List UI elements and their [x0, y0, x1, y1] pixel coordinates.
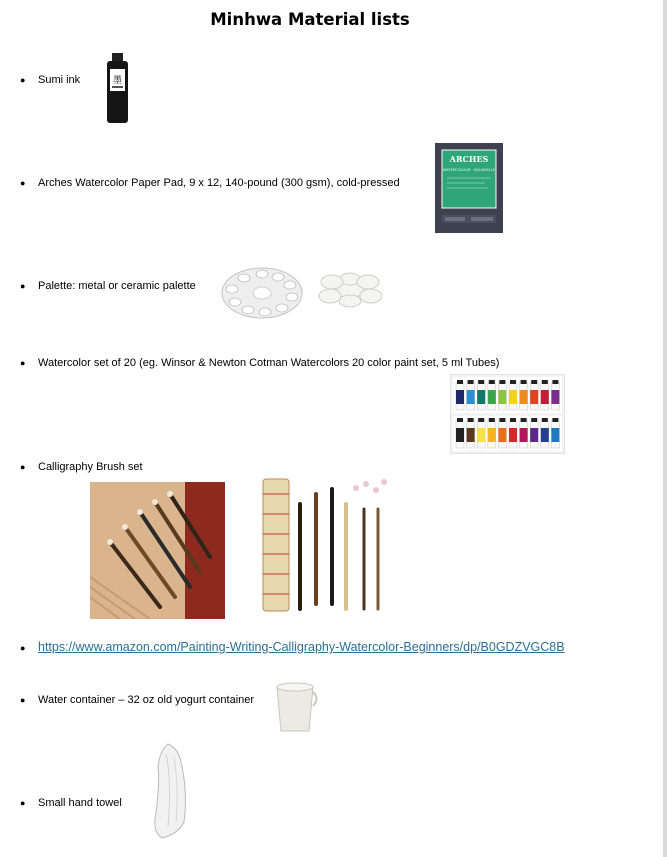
item-text: Water container – 32 oz old yogurt container	[38, 694, 255, 706]
bullet-icon: ●	[20, 643, 26, 653]
paint-tube-cap	[489, 418, 495, 422]
brush-set-photo-image	[90, 482, 225, 619]
paint-tube-cap	[499, 418, 505, 422]
list-item-arches-paper	[20, 177, 400, 190]
paint-tube-color	[520, 390, 528, 404]
ceramic-palette-image	[318, 272, 383, 308]
item-text: Calligraphy Brush set	[38, 461, 143, 473]
paint-tube-cap	[542, 418, 548, 422]
metal-palette-image	[220, 265, 305, 320]
item-text: Palette: metal or ceramic palette	[38, 280, 196, 292]
arches-brand-text: ARCHES	[449, 154, 489, 164]
bullet-icon: ●	[20, 281, 26, 291]
paint-tube-cap	[457, 418, 463, 422]
paint-tube-color	[498, 428, 506, 442]
paint-tube-cap	[478, 418, 484, 422]
paint-tube-cap	[510, 418, 516, 422]
paint-tube-color	[541, 428, 549, 442]
arches-subtitle-text: WATERCOLOUR · AQUARELLE	[442, 168, 496, 172]
paint-tube-color	[456, 428, 464, 442]
paint-tube-color	[467, 390, 475, 404]
brush-set-roll-image	[258, 474, 393, 619]
paint-tube-cap	[552, 418, 558, 422]
page-edge	[663, 0, 667, 857]
paint-tube-color	[498, 390, 506, 404]
list-item-hand-towel	[20, 797, 122, 810]
paint-tube-cap	[457, 380, 463, 384]
hand-towel-image	[148, 742, 190, 842]
paint-tube-color	[477, 428, 485, 442]
paint-tube-color	[456, 390, 464, 404]
paint-tube-cap	[499, 380, 505, 384]
water-container-image	[270, 678, 320, 735]
paint-tube-cap	[489, 380, 495, 384]
bullet-icon: ●	[20, 798, 26, 808]
bullet-icon: ●	[20, 462, 26, 472]
paint-tube-color	[488, 390, 496, 404]
item-text: Small hand towel	[38, 797, 122, 809]
paint-tube-color	[488, 428, 496, 442]
list-item-sumi-ink	[20, 74, 80, 87]
paint-tube-color	[551, 428, 559, 442]
list-item-calligraphy-brushes	[20, 461, 143, 474]
paint-tube-color	[477, 390, 485, 404]
paint-tube-cap	[521, 380, 527, 384]
list-item-amazon-link[interactable]	[20, 641, 565, 655]
paint-tube-color	[509, 390, 517, 404]
paint-tube-color	[530, 390, 538, 404]
list-item-water-container	[20, 694, 254, 707]
paint-tube-cap	[531, 380, 537, 384]
paint-tube-cap	[468, 380, 474, 384]
paint-tube-cap	[510, 380, 516, 384]
item-text: Sumi ink	[38, 74, 81, 86]
paint-tube-cap	[542, 380, 548, 384]
paint-tube-cap	[521, 418, 527, 422]
list-item-watercolor-set	[20, 357, 499, 370]
page-title: Minhwa Material lists	[210, 10, 410, 29]
paint-tube-cap	[531, 418, 537, 422]
ink-label-text: 墨	[112, 76, 123, 86]
item-text: Watercolor set of 20 (eg. Winsor & Newton Cotman Watercolors 20 color paint set, 5 ml Tubes)	[38, 357, 500, 369]
watercolor-tubes-image	[450, 374, 565, 454]
bullet-icon: ●	[20, 178, 26, 188]
paint-tube-color	[520, 428, 528, 442]
item-text: Arches Watercolor Paper Pad, 9 x 12, 140-pound (300 gsm), cold-pressed	[38, 177, 400, 189]
paint-tube-color	[541, 390, 549, 404]
paint-tube-color	[530, 428, 538, 442]
bullet-icon: ●	[20, 358, 26, 368]
sumi-ink-bottle-image	[105, 53, 130, 123]
paint-tube-color	[509, 428, 517, 442]
paint-tube-cap	[478, 380, 484, 384]
bullet-icon: ●	[20, 695, 26, 705]
list-item-palette	[20, 280, 196, 293]
amazon-link[interactable]: https://www.amazon.com/Painting-Writing-Calligraphy-Watercolor-Beginners/dp/B0GDZVGC8B	[38, 640, 565, 654]
paint-tube-color	[467, 428, 475, 442]
paint-tube-cap	[468, 418, 474, 422]
arches-paper-pad-image	[435, 143, 503, 233]
paint-tube-cap	[552, 380, 558, 384]
paint-tube-color	[551, 390, 559, 404]
bullet-icon: ●	[20, 75, 26, 85]
